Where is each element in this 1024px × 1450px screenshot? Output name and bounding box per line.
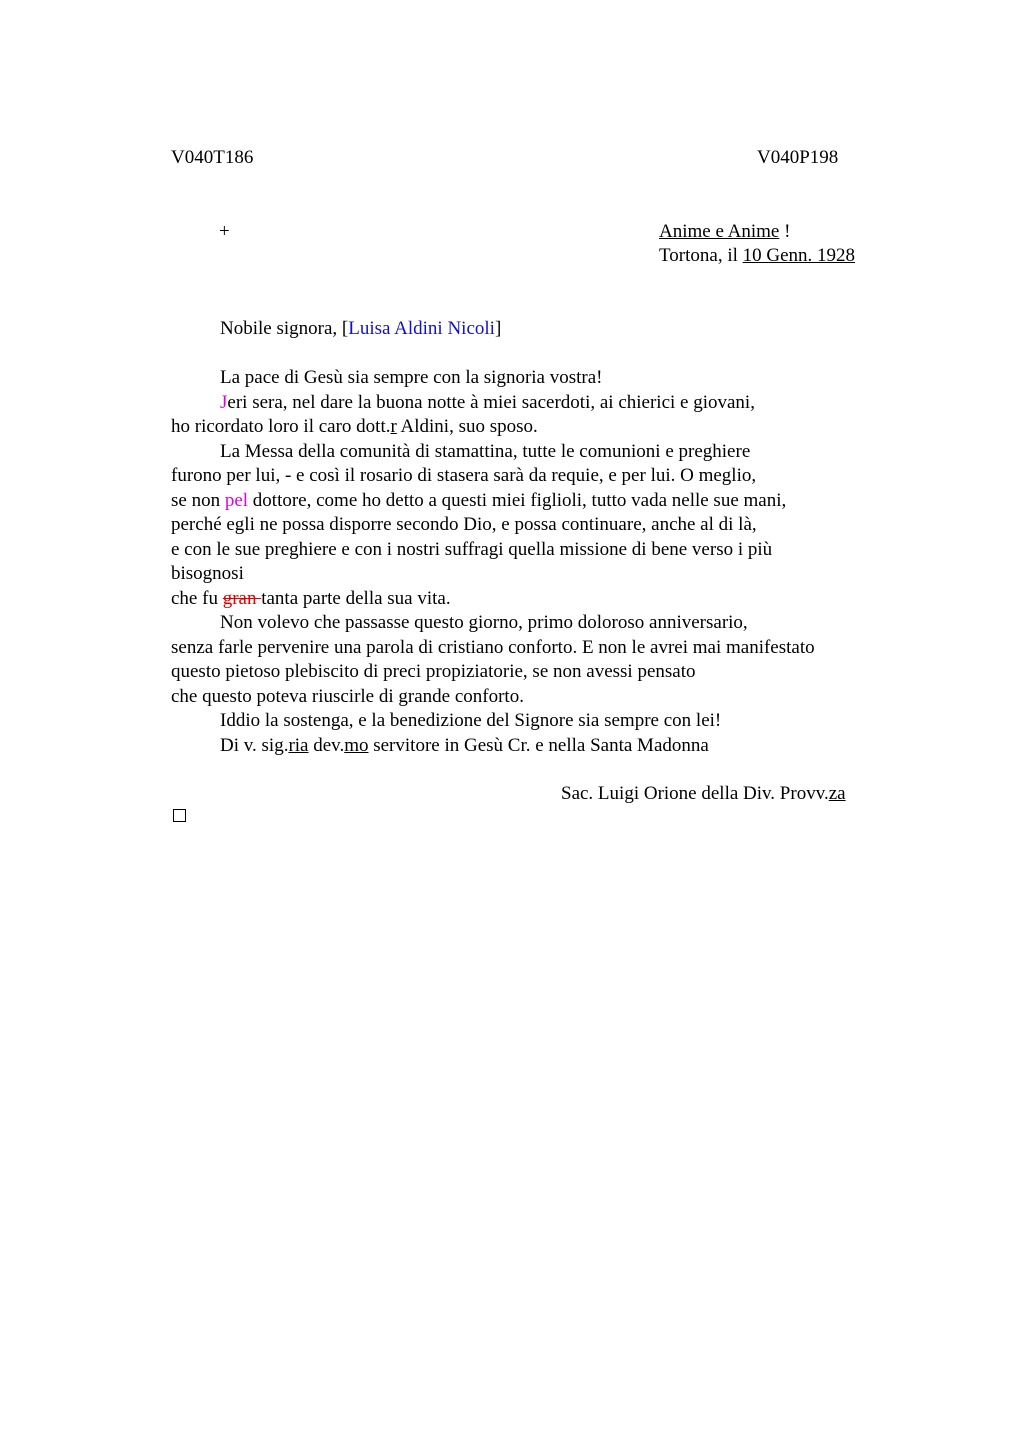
body-line-text: dev. bbox=[308, 734, 345, 756]
signature bbox=[561, 782, 846, 807]
body-line-text: eri sera, nel dare la buona notte à miei sacerdoti, ai chierici e giovani, bbox=[227, 391, 755, 413]
doc-code-left: V040T186 bbox=[171, 147, 254, 168]
body-line: Iddio la sostenga, e la benedizione del Signore sia sempre con lei! bbox=[220, 710, 722, 731]
body-line: senza farle pervenire una parola di cristiano conforto. E non le avrei mai manifestato bbox=[171, 636, 815, 658]
end-square-icon bbox=[173, 809, 186, 822]
motto-suffix: ! bbox=[779, 221, 791, 242]
body-line bbox=[171, 391, 891, 416]
body-line-text: dottore, come ho detto a questi miei figlioli, tutto vada nelle sue mani, bbox=[248, 489, 787, 511]
body-line-text: servitore in Gesù Cr. e nella Santa Madonna bbox=[368, 734, 709, 756]
body-line: questo pietoso plebiscito di preci propiziatorie, se non avessi pensato bbox=[171, 661, 696, 682]
body-line: furono per lui, - e così il rosario di stasera sarà da requie, e per lui. O meglio, bbox=[171, 465, 757, 486]
body-line: La pace di Gesù sia sempre con la signoria vostra! bbox=[220, 367, 603, 388]
body-line-text: ho ricordato loro il caro dott. bbox=[171, 416, 391, 437]
place-prefix: Tortona, il bbox=[659, 245, 743, 266]
body-line-text: se non bbox=[171, 489, 225, 511]
cross-mark: + bbox=[219, 221, 230, 242]
body-line bbox=[171, 415, 891, 440]
body-line: che questo poteva riuscirle di grande conforto. bbox=[171, 685, 524, 707]
body-line: perché egli ne possa disporre secondo Dio, e possa continuare, anche al di là, bbox=[171, 514, 757, 535]
body-line: La Messa della comunità di stamattina, tutte le comunioni e preghiere bbox=[220, 440, 751, 462]
superscript-abbrev: mo bbox=[344, 734, 369, 756]
recipient-name: Luisa Aldini Nicoli bbox=[348, 318, 495, 339]
body-line: Non volevo che passasse questo giorno, primo doloroso anniversario, bbox=[220, 612, 748, 633]
struck-word: gran bbox=[222, 587, 262, 609]
letter-date: 10 Genn. 1928 bbox=[742, 245, 856, 266]
salutation-close: ] bbox=[494, 318, 502, 339]
body-line: bisognosi bbox=[171, 563, 244, 584]
doc-code-right: V040P198 bbox=[757, 147, 839, 168]
highlighted-word: pel bbox=[224, 489, 249, 511]
initial-letter: J bbox=[220, 391, 228, 413]
body-line-text: Aldini, suo sposo. bbox=[396, 416, 538, 437]
body-line: e con le sue preghiere e con i nostri suffragi quella missione di bene verso i più bbox=[171, 538, 773, 560]
body-line-text: Di v. sig. bbox=[220, 734, 289, 756]
body-line bbox=[171, 587, 891, 612]
motto bbox=[659, 220, 790, 245]
signature-text: Sac. Luigi Orione della Div. Provv. bbox=[561, 783, 829, 804]
place-date bbox=[659, 244, 855, 269]
superscript-abbrev: r bbox=[390, 416, 397, 437]
body-line-text: tanta parte della sua vita. bbox=[261, 587, 451, 609]
salutation-text: Nobile signora, [ bbox=[220, 318, 349, 339]
letter-body bbox=[171, 366, 891, 758]
salutation bbox=[220, 317, 501, 342]
motto-text: Anime e Anime bbox=[659, 221, 780, 242]
closing-line bbox=[171, 734, 891, 759]
body-line-text: che fu bbox=[171, 587, 223, 609]
body-line bbox=[171, 489, 891, 514]
superscript-abbrev: za bbox=[828, 783, 846, 804]
superscript-abbrev: ria bbox=[288, 734, 309, 756]
